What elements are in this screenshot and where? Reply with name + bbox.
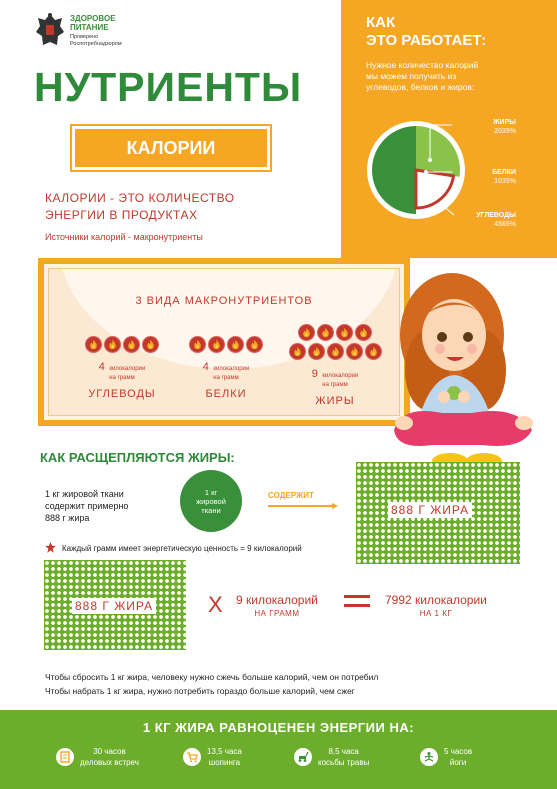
kcal-unit2-fats: на грамм	[322, 382, 348, 388]
logo-subtitle	[70, 34, 122, 47]
equivalent-yoga-hours: 5 часов	[444, 747, 473, 756]
flame-icon	[298, 324, 315, 341]
kcal-per-gram-sub: НА ГРАММ	[254, 609, 300, 618]
equivalent-meetings-hours: 30 часов	[93, 747, 126, 756]
flame-row	[285, 343, 385, 360]
girl-illustration	[392, 265, 557, 475]
pie-label-carbs: УГЛЕВОДЫ	[476, 212, 516, 219]
flame-icon	[189, 336, 206, 353]
how-it-works-title	[366, 14, 546, 50]
fat-desc-line2: содержит примерно	[45, 501, 129, 511]
pie-leader-lines	[412, 120, 462, 220]
frame-inner	[48, 268, 400, 416]
kcal-value-fats: 9	[311, 368, 318, 380]
kcal-per-kg	[385, 594, 487, 620]
equivalent-mowing-label: косьбы травы	[318, 758, 370, 767]
macro-name-fats: ЖИРЫ	[315, 395, 355, 407]
flame-icon	[365, 343, 382, 360]
flame-row	[181, 336, 271, 353]
definition-line1: КАЛОРИИ - ЭТО КОЛИЧЕСТВО	[45, 191, 235, 205]
kcal-per-kg-sub: НА 1 КГ	[419, 609, 453, 618]
how-desc-line1: Нужное количество калорий	[366, 60, 479, 70]
pie-pct-proteins: 1035%	[494, 178, 516, 185]
kcal-value-proteins: 4	[202, 361, 209, 373]
flame-icon	[308, 343, 325, 360]
equivalent-mowing	[294, 746, 369, 768]
pie-pct-carbs: 4565%	[494, 221, 516, 228]
flame-icon	[327, 343, 344, 360]
how-title-line2: ЭТО РАБОТАЕТ:	[366, 32, 487, 49]
kcal-unit-proteins: килокалории	[213, 366, 250, 372]
pie-label-fats: ЖИРЫ	[493, 119, 516, 126]
logo-title-line1: ЗДОРОВОЕ	[70, 14, 116, 23]
fat-grams-label: 888 Г ЖИРА	[388, 502, 472, 518]
equivalent-mowing-hours: 8,5 часа	[328, 747, 359, 756]
kcal-unit2-proteins: на грамм	[213, 375, 239, 381]
logo-title-line2: ПИТАНИЕ	[70, 23, 109, 32]
definition-line2: ЭНЕРГИИ В ПРОДУКТАХ	[45, 208, 198, 222]
flame-icon	[246, 336, 263, 353]
equivalent-shopping	[183, 746, 242, 768]
flame-icon	[142, 336, 159, 353]
kcal-unit-fats: килокалории	[322, 373, 359, 379]
equivalent-shopping-label: шопинга	[208, 758, 241, 767]
pie-legend-fats	[456, 118, 516, 136]
fat-desc-line3: 888 г жира	[45, 513, 90, 523]
macro-name-carbs: УГЛЕВОДЫ	[88, 388, 156, 400]
how-it-works-description	[366, 60, 546, 93]
circle-line2: жировой	[196, 496, 226, 506]
arrow-right-icon	[268, 503, 338, 509]
flame-group-fats	[285, 324, 385, 360]
kcal-per-kg-value: 7992 килокалории	[385, 593, 487, 607]
fat-description	[45, 488, 175, 524]
flame-icon	[355, 324, 372, 341]
equals-icon	[344, 592, 370, 610]
macronutrients-title: 3 ВИДА МАКРОНУТРИЕНТОВ	[135, 295, 313, 307]
energy-note: Каждый грамм имеет энергетическую ценность = 9 килокалорий	[62, 544, 302, 553]
kcal-value-carbs: 4	[98, 361, 105, 373]
fat-section-title: КАК РАСЩЕПЛЯЮТСЯ ЖИРЫ:	[40, 450, 235, 465]
flame-icon	[85, 336, 102, 353]
pie-legend-carbs	[456, 211, 516, 229]
kcal-per-gram-value: 9 килокалорий	[236, 593, 318, 607]
macronutrients-frame	[38, 258, 410, 426]
calories-source: Источники калорий - макронутриенты	[45, 232, 203, 242]
logo-title	[70, 14, 116, 32]
fat-tissue-circle	[180, 470, 242, 532]
pie-pct-fats: 2035%	[494, 128, 516, 135]
flame-group-proteins	[181, 336, 271, 353]
equivalent-yoga	[420, 746, 472, 768]
pie-legend-proteins	[456, 168, 516, 186]
equivalent-meetings-label: деловых встреч	[80, 758, 139, 767]
macro-carbs	[77, 324, 167, 400]
flame-group-carbs	[77, 336, 167, 353]
flame-icon	[208, 336, 225, 353]
kcal-unit2-carbs: на грамм	[109, 375, 135, 381]
star-icon	[44, 541, 57, 554]
flame-icon	[317, 324, 334, 341]
document-icon	[56, 748, 74, 766]
flame-icon	[336, 324, 353, 341]
calories-label-box	[72, 126, 270, 170]
page-title: НУТРИЕНТЫ	[34, 64, 303, 110]
circle-line1: 1 кг	[204, 487, 218, 497]
how-desc-line2: мы можем получить из	[366, 71, 457, 81]
mower-icon	[294, 748, 312, 766]
pie-label-proteins: БЕЛКИ	[492, 169, 516, 176]
kcal-per-gram	[236, 594, 318, 620]
fat-desc-line1: 1 кг жировой ткани	[45, 489, 124, 499]
equivalent-yoga-label: йоги	[449, 758, 467, 767]
equivalent-shopping-hours: 13,5 часа	[207, 747, 242, 756]
logo-sub-line2: Роспотребнадзором	[70, 40, 122, 47]
note-gain-fat: Чтобы набрать 1 кг жира, нужно потребить гораздо больше калорий, чем сжег	[45, 686, 355, 696]
yoga-icon	[420, 748, 438, 766]
flame-row	[77, 336, 167, 353]
macro-name-proteins: БЕЛКИ	[205, 388, 247, 400]
emblem-icon	[35, 12, 65, 50]
kcal-unit-carbs: килокалории	[109, 366, 146, 372]
multiply-sign: X	[208, 592, 223, 617]
how-title-line1: КАК	[366, 14, 396, 31]
flame-row	[285, 324, 385, 341]
flame-icon	[104, 336, 121, 353]
logo-sub-line1: Проверено	[70, 34, 99, 40]
flame-icon	[289, 343, 306, 360]
macro-fats	[285, 324, 385, 407]
equivalent-meetings	[56, 746, 139, 768]
calories-definition	[45, 190, 295, 224]
macro-proteins	[181, 324, 271, 400]
flame-icon	[123, 336, 140, 353]
flame-icon	[346, 343, 363, 360]
flame-icon	[227, 336, 244, 353]
calories-label: КАЛОРИИ	[126, 137, 216, 158]
energy-equivalents-title: 1 КГ ЖИРА РАВНОЦЕНЕН ЭНЕРГИИ НА:	[142, 720, 415, 735]
circle-line3: ткани	[201, 505, 221, 515]
how-desc-line3: углеводов, белков и жиров:	[366, 82, 475, 92]
cart-icon	[183, 748, 201, 766]
fat-grams-label-2: 888 Г ЖИРА	[72, 598, 156, 614]
contains-label: СОДЕРЖИТ	[268, 491, 314, 500]
note-lose-fat: Чтобы сбросить 1 кг жира, человеку нужно сжечь больше калорий, чем он потребил	[45, 672, 379, 682]
